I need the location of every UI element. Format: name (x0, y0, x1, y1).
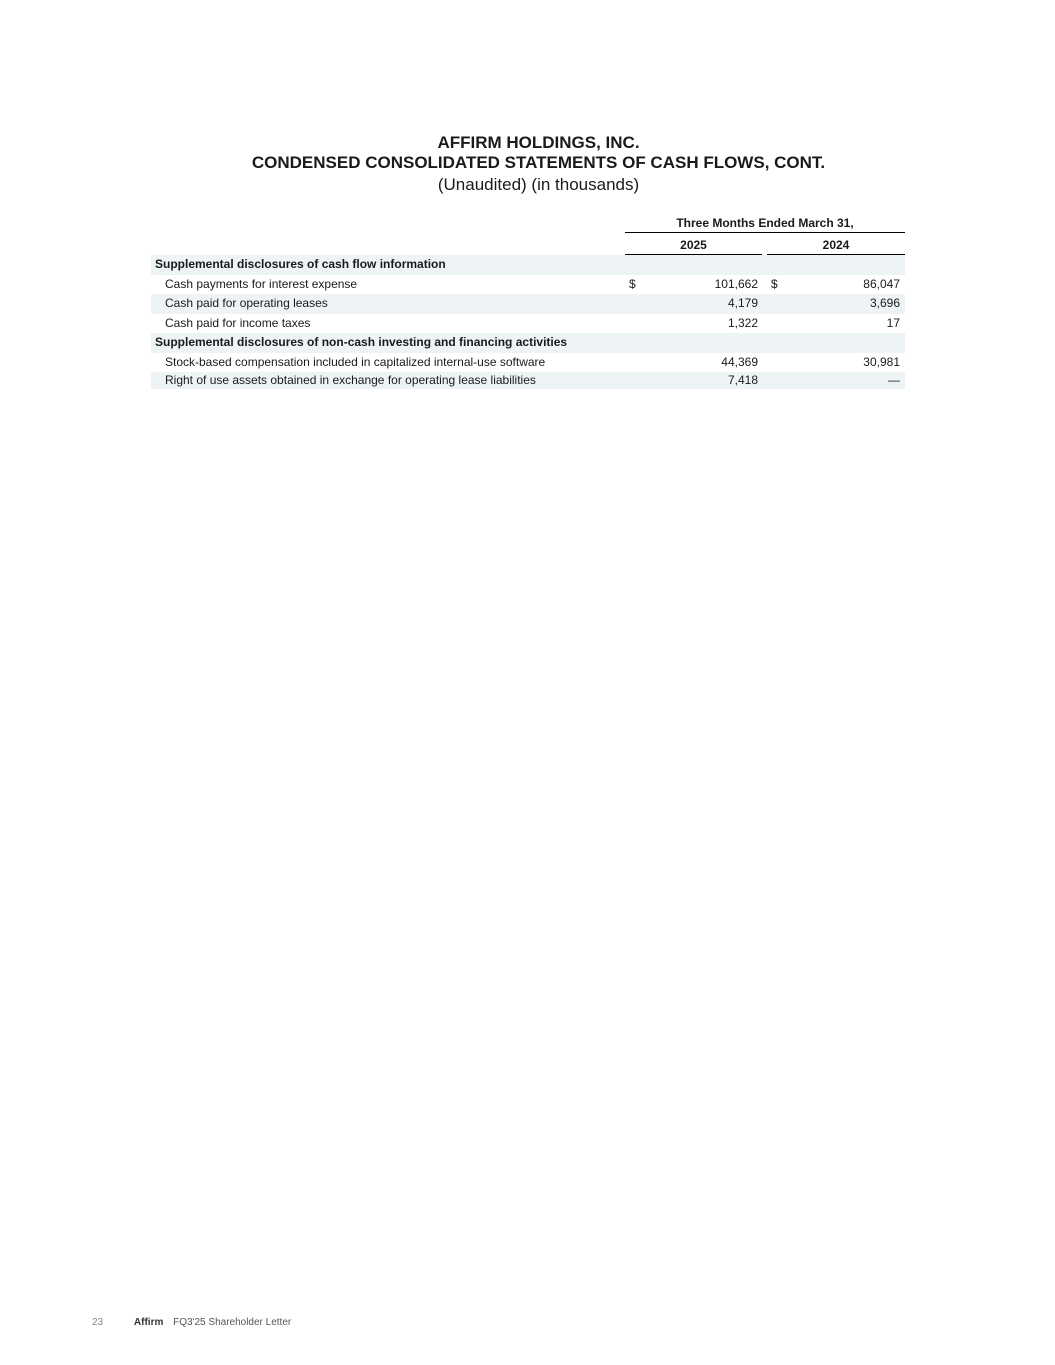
currency-symbol: $ (771, 276, 778, 291)
table-row (151, 275, 905, 295)
page-footer (92, 1316, 291, 1330)
value-2025: 4,179 (727, 296, 758, 310)
document-name: FQ3'25 Shareholder Letter (173, 1317, 292, 1328)
value-2024: 30,981 (863, 354, 900, 369)
section-heading: Supplemental disclosures of non-cash investing and financing activities (155, 335, 568, 349)
value-2025: 7,418 (727, 373, 758, 387)
cash-flow-supplemental-table (151, 255, 905, 389)
statement-name: CONDENSED CONSOLIDATED STATEMENTS OF CASH FLOWS, CONT. (251, 153, 826, 172)
table-row (151, 314, 905, 334)
period-header-rule (625, 232, 905, 233)
table-row (151, 353, 905, 373)
value-2024: — (888, 373, 900, 387)
section-heading: Supplemental disclosures of cash flow information (155, 257, 446, 271)
table-row (151, 372, 905, 389)
value-2024: 3,696 (869, 296, 900, 310)
row-label: Right of use assets obtained in exchange for operating lease liabilities (165, 373, 536, 387)
row-label: Stock-based compensation included in capitalized internal-use software (165, 354, 546, 369)
table-row (151, 294, 905, 314)
company-name: AFFIRM HOLDINGS, INC. (437, 133, 640, 152)
period-header: Three Months Ended March 31, (676, 216, 854, 230)
row-label: Cash paid for operating leases (165, 296, 328, 310)
value-2025: 101,662 (714, 276, 758, 291)
statement-title-block (0, 133, 1055, 196)
value-2025: 1,322 (727, 315, 758, 330)
table-row (151, 333, 905, 353)
year-header-2024: 2024 (822, 238, 850, 252)
value-2024: 86,047 (863, 276, 900, 291)
table-row (151, 255, 905, 275)
row-label: Cash paid for income taxes (165, 315, 311, 330)
currency-symbol: $ (629, 276, 636, 291)
year-header-2025: 2025 (680, 238, 707, 252)
value-2025: 44,369 (721, 354, 758, 369)
row-label: Cash payments for interest expense (165, 276, 358, 291)
statement-subtitle: (Unaudited) (in thousands) (437, 175, 640, 194)
brand-name: Affirm (133, 1317, 164, 1328)
value-2024: 17 (886, 315, 900, 330)
page-number: 23 (92, 1317, 104, 1328)
